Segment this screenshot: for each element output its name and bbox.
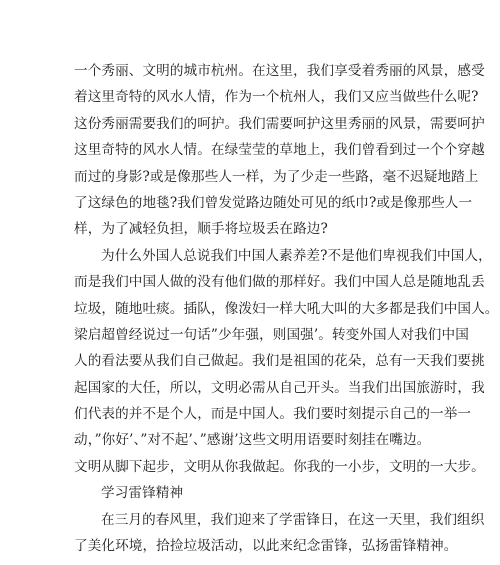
text-line: 了这绿色的地毯?我们曾发觉路边随处可见的纸巾?或是像那些人一: [74, 194, 473, 211]
text-line: 着这里奇特的风水人情，作为一个杭州人，我们又应当做些什么呢?: [74, 89, 479, 106]
text-line: 而过的身影?或是像那些人一样，为了少走一些路，毫不迟疑地踏上: [74, 168, 479, 185]
text-line: 梁启超曾经说过一句话”少年强，则国强’。转变外国人对我们中国: [74, 326, 469, 343]
text-line: 为什么外国人总说我们中国人素养差?不是他们卑视我们中国人，: [101, 247, 492, 264]
text-line: 在三月的春风里，我们迎来了学雷锋日，在这一天里，我们组织: [101, 511, 485, 528]
text-line: 这份秀丽需要我们的呵护。我们需要呵护这里秀丽的风景，需要呵护: [74, 115, 485, 132]
paragraph-leifeng: [74, 507, 485, 560]
text-line: 人的看法要从我们自己做起。我们是祖国的花朵，总有一天我们要挑: [74, 353, 485, 370]
paragraph-foreigners: [74, 243, 499, 481]
paragraph-hangzhou: [74, 58, 485, 243]
text-line: 文明从脚下起步，文明从你我做起。你我的一小步，文明的一大步。: [74, 458, 485, 475]
document-page: [74, 58, 499, 559]
section-heading: 学习雷锋精神: [101, 485, 184, 502]
text-line: 而是我们中国人做的没有他们做的那样好。我们中国人总是随地乱丢: [74, 274, 485, 291]
text-line: 一个秀丽、文明的城市杭州。在这里，我们享受着秀丽的风景，感受: [74, 63, 485, 79]
text-line: 垃圾，随地吐痰。插队，像泼妇一样大吼大叫的大多都是我们中国人。: [74, 300, 499, 317]
text-line: 动，”你好’、”对不起’、”感谢’这些文明用语要时刻挂在嘴边。: [74, 432, 431, 449]
text-line: 们代表的并不是个人，而是中国人。我们要时刻提示自己的一举一: [74, 406, 472, 423]
text-line: 样，为了减轻负担，顺手将垃圾丢在路边?: [74, 221, 328, 238]
text-line: 了美化环境，拾捡垃圾活动，以此来纪念雷锋，弘扬雷锋精神。: [74, 538, 458, 555]
text-line: 起国家的大任，所以，文明必需从自己开头。当我们出国旅游时，我: [74, 379, 485, 396]
text-line: 这里奇特的风水人情。在绿莹莹的草地上，我们曾看到过一个个穿越: [74, 142, 485, 159]
